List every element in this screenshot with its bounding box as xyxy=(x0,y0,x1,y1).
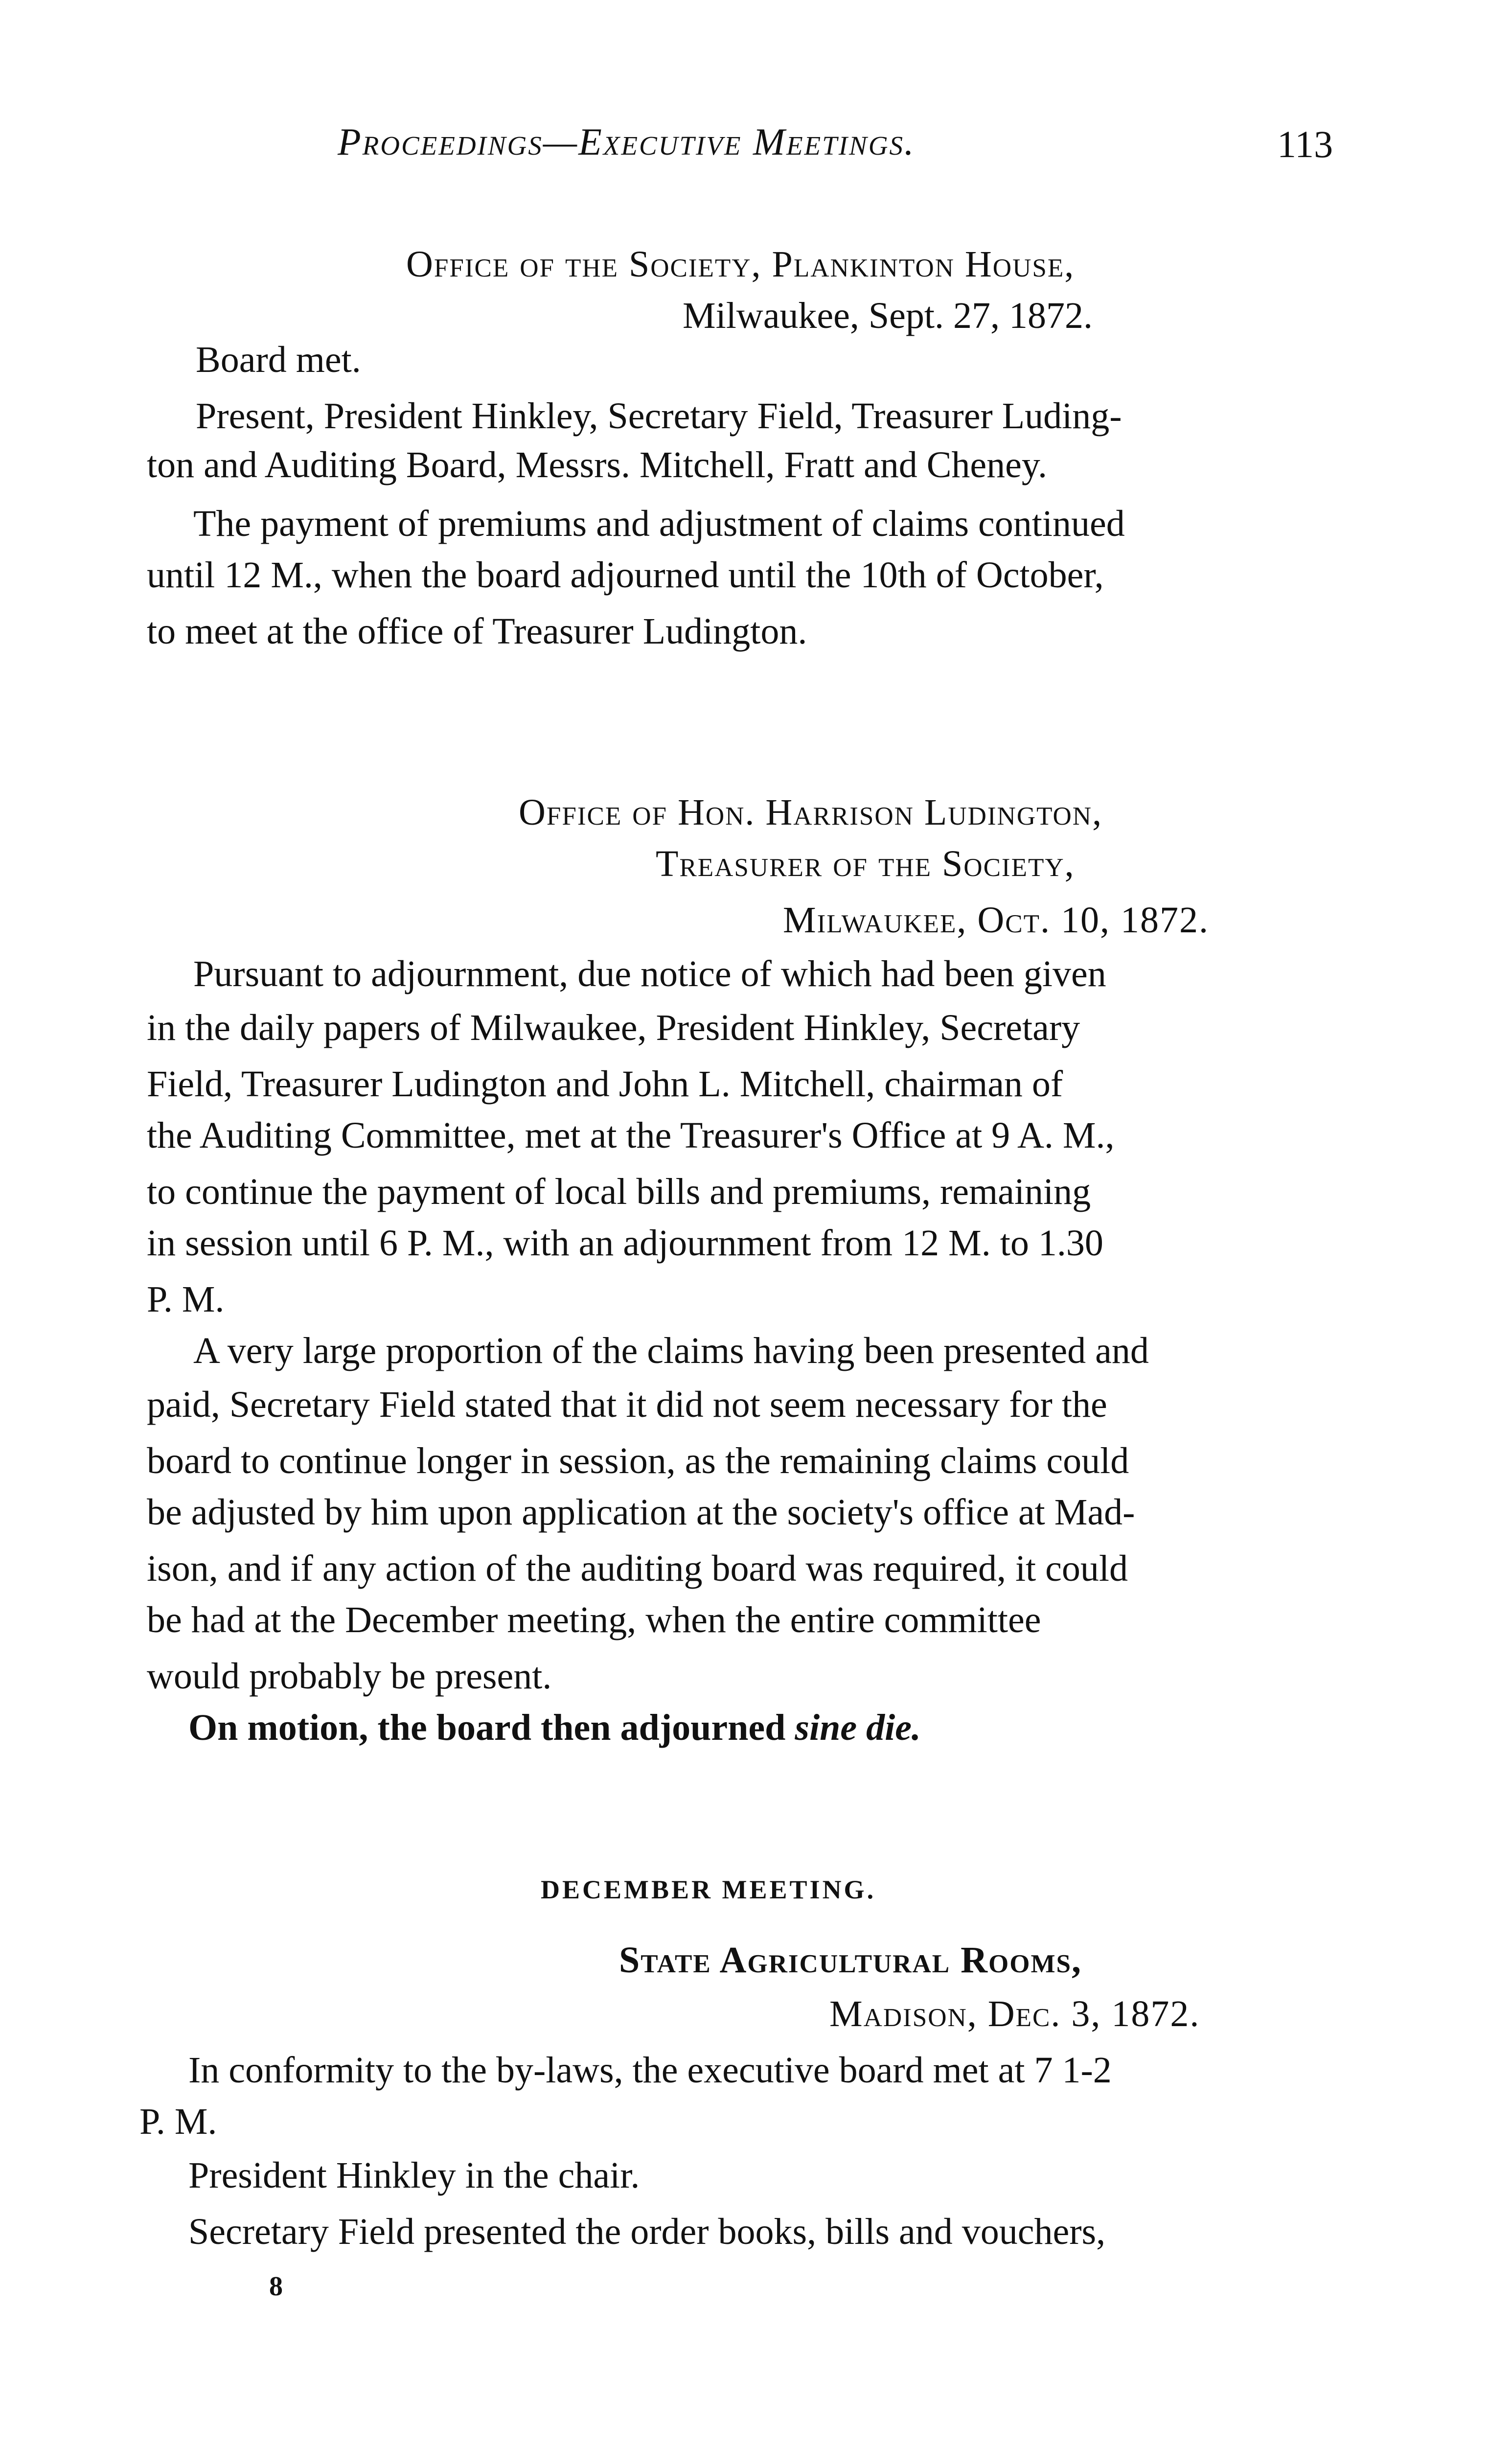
sine-die: sine die. xyxy=(795,1707,921,1748)
signature-mark: 8 xyxy=(269,2271,283,2302)
oct-line-6: in session until 6 P. M., with an adjournment from 12 M. to 1.30 xyxy=(147,1223,1103,1264)
oct-line-13: be had at the December meeting, when the entire committee xyxy=(147,1599,1041,1640)
oct-line-15 xyxy=(188,1703,921,1752)
oct-line-3: Field, Treasurer Ludington and John L. Mitchell, chairman of xyxy=(147,1063,1063,1105)
sept-line-1: Board met. xyxy=(196,339,361,380)
oct-line-5: to continue the payment of local bills and premiums, remaining xyxy=(147,1171,1091,1212)
oct-line-4: the Auditing Committee, met at the Treasurer's Office at 9 A. M., xyxy=(147,1115,1115,1156)
running-head: Proceedings—Executive Meetings. xyxy=(338,120,916,163)
dec-line-4: Secretary Field presented the order books, bills and vouchers, xyxy=(188,2211,1106,2252)
sept-line-6: to meet at the office of Treasurer Ludington. xyxy=(147,611,807,652)
dec-line-2: P. M. xyxy=(139,2101,217,2142)
oct-line-12: ison, and if any action of the auditing board was required, it could xyxy=(147,1548,1128,1589)
oct-line-7: P. M. xyxy=(147,1279,225,1320)
oct-place-line-3: Milwaukee, Oct. 10, 1872. xyxy=(783,900,1209,941)
oct-place-line-2: Treasurer of the Society, xyxy=(656,843,1075,884)
sept-place-line-2: Milwaukee, Sept. 27, 1872. xyxy=(683,295,1093,336)
sept-line-4: The payment of premiums and adjustment of claims continued xyxy=(193,503,1125,544)
oct-place-line-1: Office of Hon. Harrison Ludington, xyxy=(519,792,1103,833)
dec-line-3: President Hinkley in the chair. xyxy=(188,2155,640,2196)
oct-line-8: A very large proportion of the claims having been presented and xyxy=(193,1330,1149,1371)
adjourn-text: On motion, the board then adjourned xyxy=(188,1707,786,1748)
dec-line-1: In conformity to the by-laws, the executive board met at 7 1-2 xyxy=(188,2050,1112,2091)
dec-place-line-1: State Agricultural Rooms, xyxy=(619,1939,1082,1981)
page-number: 113 xyxy=(1277,123,1333,165)
sept-line-2: Present, President Hinkley, Secretary Field, Treasurer Luding- xyxy=(196,395,1122,437)
dec-place-line-2: Madison, Dec. 3, 1872. xyxy=(829,1993,1200,2034)
oct-line-2: in the daily papers of Milwaukee, President Hinkley, Secretary xyxy=(147,1007,1080,1048)
sept-line-5: until 12 M., when the board adjourned until the 10th of October, xyxy=(147,554,1104,596)
sept-place-line-1: Office of the Society, Plankinton House, xyxy=(406,244,1075,285)
december-heading: DECEMBER MEETING. xyxy=(541,1875,876,1904)
oct-line-11: be adjusted by him upon application at the society's office at Mad- xyxy=(147,1492,1135,1533)
sept-line-3: ton and Auditing Board, Messrs. Mitchell, Fratt and Cheney. xyxy=(147,444,1047,485)
oct-line-9: paid, Secretary Field stated that it did not seem necessary for the xyxy=(147,1384,1107,1425)
oct-line-10: board to continue longer in session, as the remaining claims could xyxy=(147,1440,1129,1481)
oct-line-1: Pursuant to adjournment, due notice of which had been given xyxy=(193,953,1106,994)
oct-line-14: would probably be present. xyxy=(147,1656,552,1697)
